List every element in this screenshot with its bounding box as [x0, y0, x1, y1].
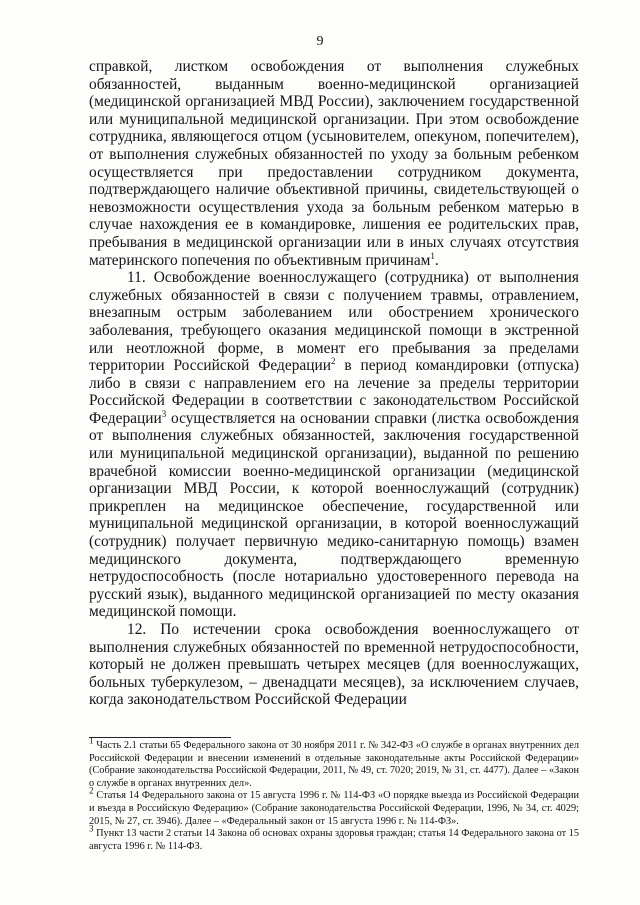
paragraph-continuation — [89, 58, 579, 269]
footnotes — [89, 735, 579, 853]
paragraph-text: в период командировки (отпуска) либо в связи с направлением его на лечение за пределы территории Российской Федерации в соответствии с законодательством Российской Федерации — [89, 357, 579, 427]
footnote-reference[interactable]: 1 — [430, 250, 435, 261]
paragraph-12 — [89, 621, 579, 709]
paragraph-tail: . — [434, 251, 439, 269]
page-number: 9 — [316, 34, 324, 49]
body-text — [89, 58, 579, 709]
footnote-3 — [89, 823, 579, 853]
footnote-text: Часть 2.1 статьи 65 Федерального закона от 30 ноября 2011 г. № 342-ФЗ «О службе в органах внутренних дел Российской Федерации и внесении изменений в отдельные законодательные акты Российской Федерации» (Собрание законодательства Российской Федерации, 2011, № 49, ст. 7020; 2019, № 31, ст. 4477). Далее – «Закон о службе в органах внутренних дел». — [89, 740, 579, 789]
footnote-reference[interactable]: 2 — [330, 355, 336, 366]
footnote-1 — [89, 735, 579, 790]
footnote-reference[interactable]: 3 — [161, 408, 167, 419]
paragraph-text: осуществляется на основании справки (листка освобождения от выполнения служебных обязанностей, заключения государственной или муниципальной медицинской организации), выданной по решению врачебной комиссии военно-медицинской организации (медицинской организации МВД России, к которой военнослужащий (сотрудник) прикреплен на медицинское обеспечение, государственной или муниципальной медицинской организации, в которой военнослужащий (сотрудник) получает первичную медико-санитарную помощь) взамен медицинского документа, подтверждающего временную нетрудоспособность (после нотариально удостоверенного перевода на русский язык), выданного медицинской организацией по месту оказания медицинской помощи. — [89, 409, 579, 621]
paragraph-text: 11. Освобождение военнослужащего (сотрудника) от выполнения служебных обязанностей в связи с получением травмы, отравлением, внезапным острым заболеванием или обострением хронического заболевания, требующего оказания медицинской помощи в экстренной или неотложной форме, в момент его пребывания за пределами территории Российской Федерации — [89, 269, 579, 375]
footnote-mark: 1 — [89, 735, 94, 746]
footnote-divider — [89, 737, 231, 738]
footnote-2 — [89, 785, 579, 828]
footnote-text: Пункт 13 части 2 статьи 14 Закона об основах охраны здоровья граждан; статья 14 Федерального закона от 15 августа 1996 г. № 114-ФЗ. — [89, 828, 579, 852]
footnote-text: Статья 14 Федерального закона от 15 августа 1996 г. № 114-ФЗ «О порядке выезда из Российской Федерации и въезда в Российскую Федерацию» (Собрание законодательства Российской Федерации, 1996, № 34, ст. 4029; 2015, № 27, ст. 3946). Далее – «Федеральный закон от 15 августа 1996 г. № 114-ФЗ». — [89, 790, 579, 827]
paragraph-11 — [89, 269, 579, 621]
footnote-mark: 3 — [89, 823, 94, 834]
paragraph-text: справкой, листком освобождения от выполнения служебных обязанностей, выданным военно-медицинской организацией (медицинской организацией МВД России), заключением государственной или муниципальной медицинской организации. При этом освобождение сотрудника, являющегося отцом (усыновителем, опекуном, попечителем), от выполнения служебных обязанностей по уходу за больным ребенком осуществляется при предоставлении сотрудником документа, подтверждающего наличие объективной причины, свидетельствующей о невозможности осуществления ухода за больным ребенком матерью в случае нахождения ее в командировке, лишения ее родительских прав, пребывания в медицинской организации или в иных случаях отсутствия материнского попечения по объективным причинам — [89, 58, 579, 269]
footnote-mark: 2 — [89, 785, 94, 796]
paragraph-text: 12. По истечении срока освобождения военнослужащего от выполнения служебных обязанностей по временной нетрудоспособности, который не должен превышать четырех месяцев (для военнослужащих, больных туберкулезом, – двенадцати месяцев), за исключением случаев, когда законодательством Российской Федерации — [89, 621, 579, 709]
